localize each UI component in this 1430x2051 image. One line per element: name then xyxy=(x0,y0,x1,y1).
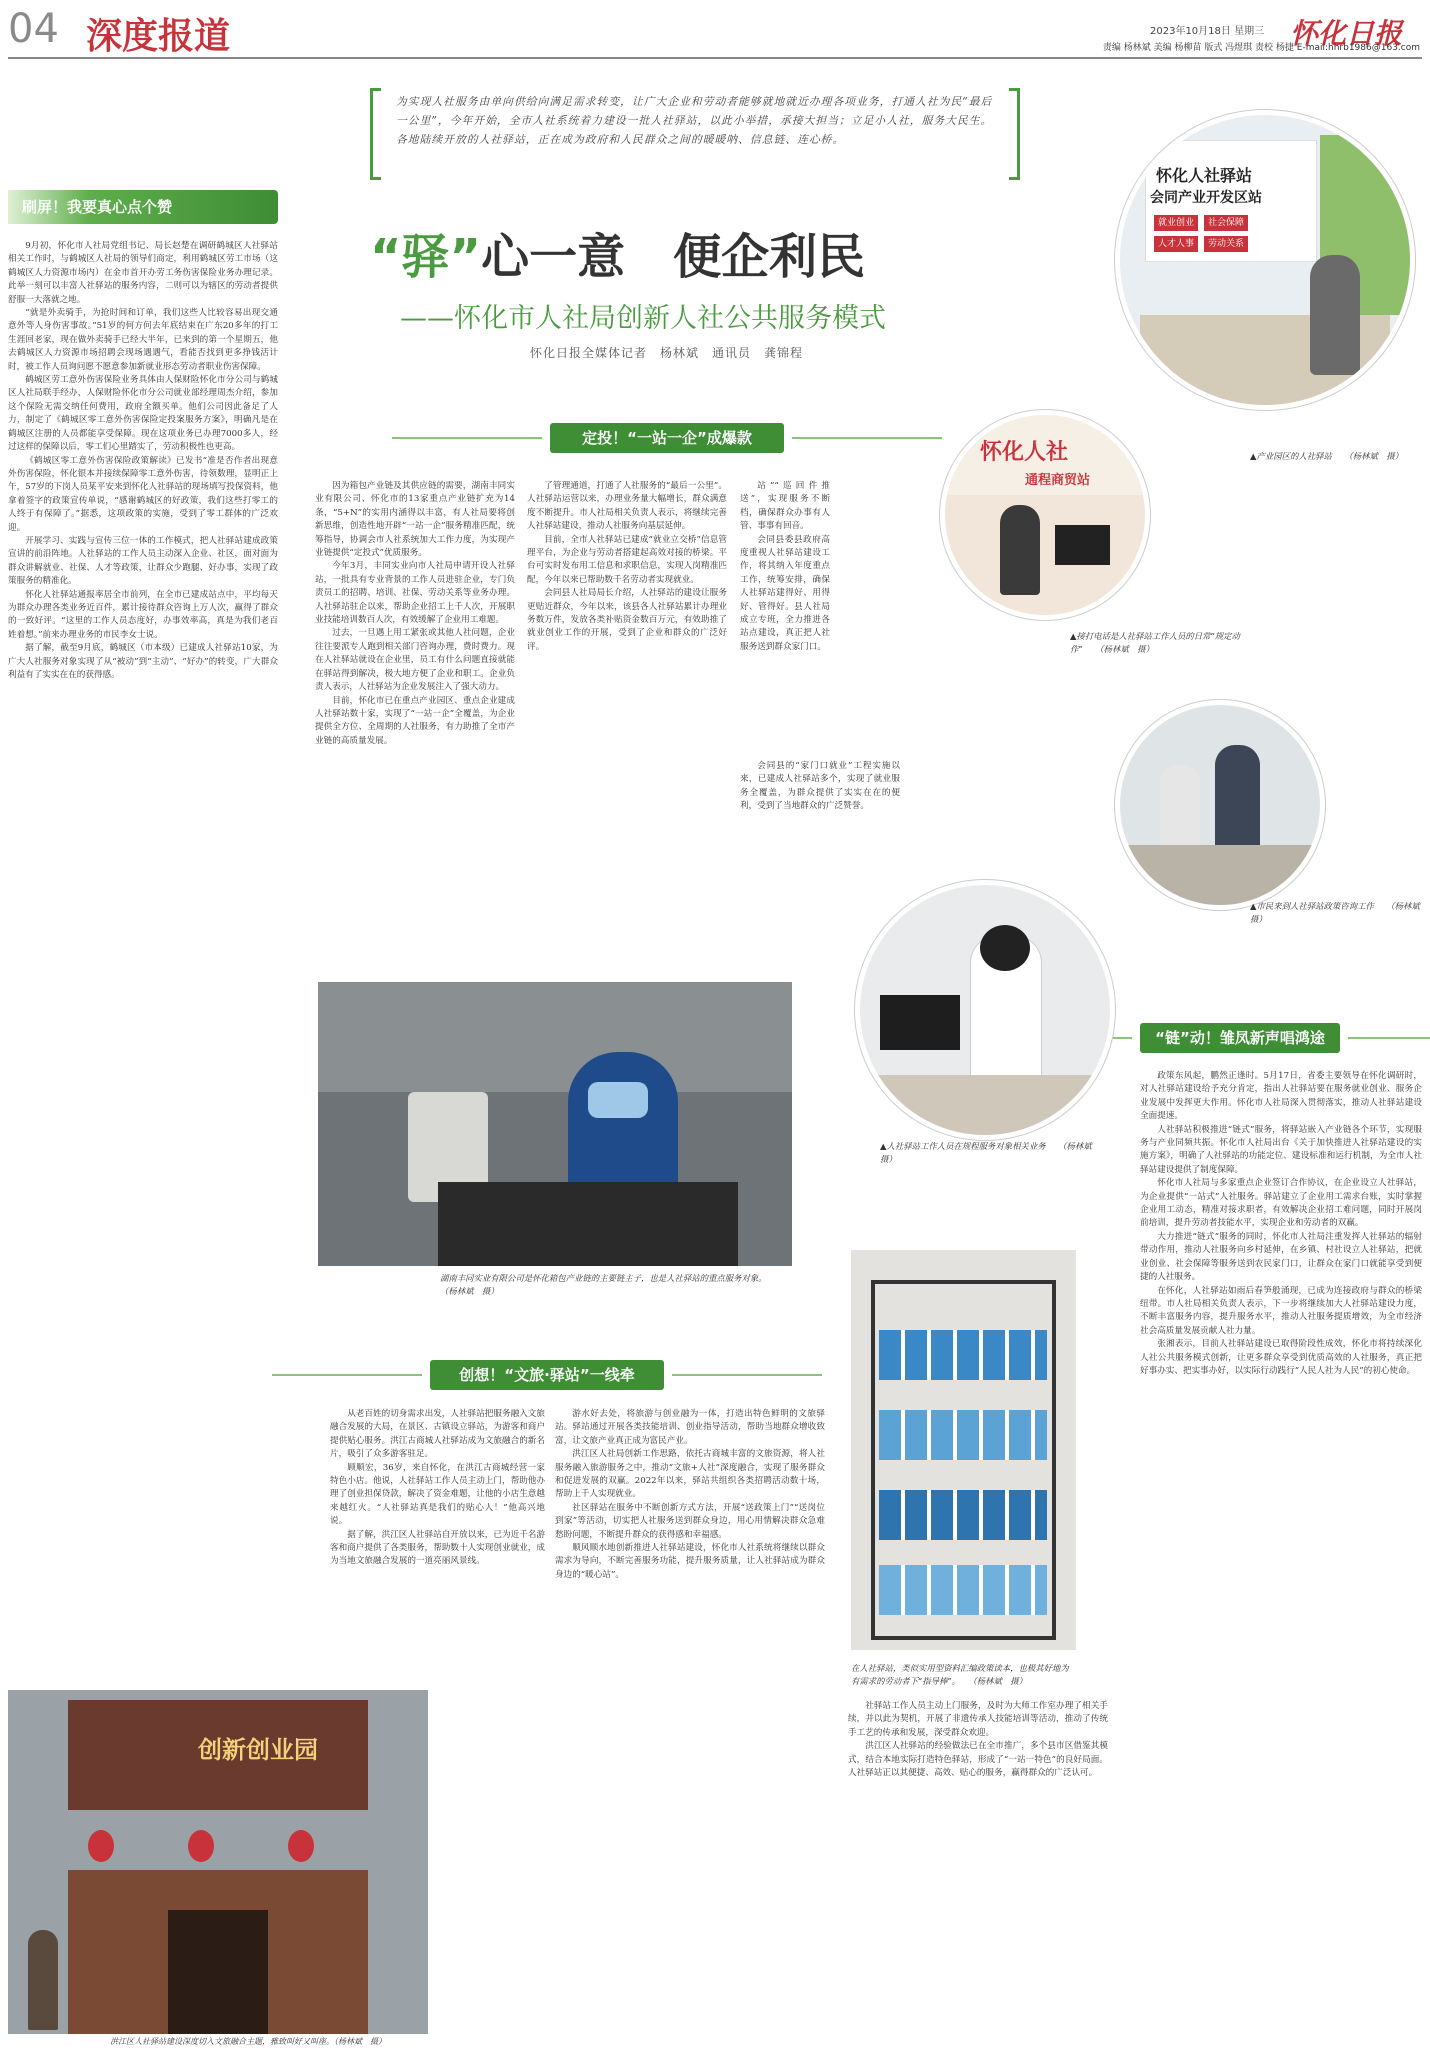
column-2 xyxy=(315,480,515,960)
tag-3: 人才人事 xyxy=(1154,236,1198,252)
lead-box xyxy=(370,88,1020,174)
paragraph: 洪江区人社局创新工作思路，依托古商城丰富的文旅资源，将人社服务融入旅游服务之中，推动“文旅+人社”深度融合，实现了服务群众和促进发展的双赢。2022年以来，驿站共组织各类招聘活动数十场，帮助上千人实现就业。 xyxy=(555,1449,825,1500)
section-header-4: “链”动！雏凤新声唱鸿途 xyxy=(1140,1023,1340,1053)
paragraph: 了管理通道，打通了人社服务的“最后一公里”。人社驿站运营以来，办理业务量大幅增长，群众满意度不断提升。市人社局相关负责人表示，将继续完善人社驿站建设，推动人社服务向基层延伸。 xyxy=(527,481,727,532)
lead-text: 为实现人社服务由单向供给向满足需求转变，让广大企业和劳动者能够就地就近办理各项业务，打通人社为民“最后一公里”，今年开始，全市人社系统着力建设一批人社驿站，以此小举措，承接大担当；立足小人社，服务大民生。各地陆续开放的人社驿站，正在成为政府和人民群众之间的暖暖呐、信息链、连心桥。 xyxy=(396,95,993,146)
column-3 xyxy=(527,480,727,960)
headline-main: 心一意 便企利民 xyxy=(481,229,866,285)
monitor xyxy=(1055,525,1110,565)
paragraph: 9月初，怀化市人社局党组书记、局长赵楚在调研鹤城区人社驿站相关工作时，与鹤城区人社局的领导们商定，利用鹤城区劳工市场（这鹤城区人力资源市场内）在金市首开办劳工务伤害保险业务办理记录。此举一刻可以丰富人社驿站的服务内容，二则可以为辖区的劳动者提供舒服一大落就之地。 xyxy=(8,241,278,305)
section-header-1: 刷屏！我要真心点个赞 xyxy=(8,190,278,224)
person-figure xyxy=(1310,255,1360,375)
worker-figure xyxy=(1000,505,1040,595)
desk xyxy=(860,1075,1110,1135)
storefront-sign: 创新创业园 xyxy=(198,1736,318,1764)
masthead xyxy=(0,0,1430,62)
column-7 xyxy=(848,1700,1108,2040)
paragraph: 怀化市人社局与多家重点企业签订合作协议，在企业设立人社驿站，为企业提供“一站式”人社服务。驿站建立了企业用工需求台账，实时掌握企业用工动态，精准对接求职者，有效解决企业招工难问题，同时开展岗前培训，提升劳动者技能水平，实现企业和劳动者的双赢。 xyxy=(1140,1178,1422,1229)
caption-photo-3: ▲市民来到人社驿站政策咨询工作 （杨林斌 摄） xyxy=(1250,901,1429,924)
issue-date: 2023年10月18日 星期三 xyxy=(1150,26,1265,37)
caption-photo-6: 在人社驿站，类似实用型资料汇编政策读本，也极其好地为有需求的劳动者下“指导棒”。 （杨林斌 摄） xyxy=(851,1663,1069,1686)
lantern-2 xyxy=(188,1830,214,1862)
lantern-1 xyxy=(88,1830,114,1862)
section-title: 深度报道 xyxy=(86,16,231,57)
counter xyxy=(1120,845,1320,905)
masthead-rule xyxy=(8,57,1422,59)
paragraph: 顾顺宏，36岁，来自怀化，在洪江古商城经营一家特色小店。他说，人社驿站工作人员主动上门，帮助他办理了创业担保贷款，解决了资金难题，让他的小店生意越来越红火。“人社驿站真是我们的贴心人！”他高兴地说。 xyxy=(330,1462,545,1527)
paragraph: 目前，全市人社驿站已建成“就业立交桥”信息管理平台，为企业与劳动者搭建起高效对接的桥梁。平台可实时发布用工信息和求职信息，实现人岗精准匹配，今年以来已帮助数千名劳动者实现就业。 xyxy=(527,534,727,585)
lead-bracket-right xyxy=(1009,88,1020,180)
person-seated xyxy=(1160,765,1200,845)
tag-2: 社会保障 xyxy=(1204,215,1248,231)
column-1 xyxy=(8,240,278,1680)
paragraph: 洪江区人社驿站的经验做法已在全市推广，多个县市区借鉴其模式，结合本地实际打造特色驿站，形成了“一站一特色”的良好局面。人社驿站正以其便捷、高效、贴心的服务，赢得群众的广泛认可。 xyxy=(848,1741,1108,1779)
wall-sign: 怀化人社 xyxy=(980,440,1069,465)
section-header-3: 创想！“文旅·驿站”一线牵 xyxy=(430,1360,664,1390)
sign-subtitle: 会同产业开发区站 xyxy=(1150,190,1262,206)
paragraph: 因为箱包产业链及其供应链的需要，湖南丰同实业有限公司、怀化市的13家重点产业链扩充为14条，“5+N”的实用内涵得以丰富，有人社局要将创新思维，创造性地开辟“一站一企”服务精准匹配，统筹指导，协调会市人社系统加大工作力度，为实现产业链提供“定投式”优质服务。 xyxy=(315,481,515,559)
photo-bookshelf xyxy=(851,1250,1076,1650)
monitor xyxy=(880,995,960,1050)
byline: 怀化日报全媒体记者 杨林斌 通讯员 龚锦程 xyxy=(530,346,804,360)
sign-board xyxy=(1145,140,1317,262)
paragraph: 顺风顺水地创新推进人社驿站建设，怀化市人社系统将继续以群众需求为导向，不断完善服务功能，提升服务质量，让人社驿站成为群众身边的“暖心站”。 xyxy=(555,1543,825,1580)
lantern-3 xyxy=(288,1830,314,1862)
worker-figure xyxy=(568,1052,678,1202)
editor-credits: 责编 杨林斌 美编 杨柳苗 版式 冯煜琪 责校 杨捷 E-mail:hhrb1986@163.com xyxy=(1102,43,1420,53)
paragraph: 今年3月，丰同实业向市人社局申请开设人社驿站，一批具有专业背景的工作人员进驻企业，专门负责员工的招聘、培训、社保、劳动关系等业务办理。人社驿站驻企以来，帮助企业招工上千人次，开展职业技能培训数百人次，有效缓解了企业用工难题。 xyxy=(315,561,515,626)
column-8 xyxy=(1140,1070,1422,2040)
shelf-3 xyxy=(879,1490,1047,1540)
caption-photo-5: 湖南丰同实业有限公司是怀化箱包产业链的主要链主子，也是人社驿站的重点服务对象。 （杨林斌 摄） xyxy=(440,1273,780,1296)
photo-street-storefront xyxy=(8,1690,428,2034)
shelf-4 xyxy=(879,1565,1047,1615)
paragraph: 怀化人社驿站通报率居全市前列，在全市已建成站点中，平均每天为群众办理各类业务近百件，累计接待群众咨询上万人次，赢得了群众的一致好评。“这里的工作人员态度好，办事效率高，真是为我们老百姓着想。”前来办理业务的市民李女士说。 xyxy=(8,589,278,640)
paragraph: 会同县人社局局长介绍，人社驿站的建设让服务更贴近群众，今年以来，该县各人社驿站累计办理业务数万件，发放各类补贴资金数百万元，有效助推了就业创业工作的开展，受到了企业和群众的广泛好评。 xyxy=(527,588,727,652)
photo-worker-desk xyxy=(855,880,1115,1140)
column-4 xyxy=(740,480,830,770)
paragraph: 站”“巡回件推送”，实现服务不断档，确保群众办事有人管、事事有回音。 xyxy=(740,481,830,532)
column-5 xyxy=(330,1408,545,1708)
paragraph: 社区驿站在服务中不断创新方式方法，开展“送政策上门”“送岗位到家”等活动，切实把人社服务送到群众身边，用心用情解决群众急难愁盼问题，不断提升群众的获得感和幸福感。 xyxy=(555,1502,825,1540)
photo-service-counter xyxy=(1115,110,1415,410)
caption-photo-4: ▲人社驿站工作人员在规程服务对象相关业务 （杨林斌 摄） xyxy=(880,1141,1100,1164)
tag-4: 劳动关系 xyxy=(1204,236,1248,252)
background-workers xyxy=(318,982,792,1092)
column-6 xyxy=(555,1408,825,2038)
fabric xyxy=(438,1182,738,1266)
statue xyxy=(28,1930,58,2030)
page-number: 04 xyxy=(8,6,59,52)
paragraph: 鹤城区劳工意外伤害保险业务具体由人保财险怀化市分公司与鹤城区人社局联手经办，人保财险怀化市分公司就业部经理周杰介绍，参加这个保险无需交纳任何费用，政府全额买单。他们公司因此备足了人力，制定了《鹤城区零工意外伤害保险定投案服务方案》，明确凡是在鹤城区注册的人员都能享受保障。现在这项业务已办理7000多人，经过这样的保障以后，零工们心里踏实了，劳动积极性也更高。 xyxy=(8,375,278,453)
photo-phone-call xyxy=(940,410,1150,620)
headline-subtitle: ——怀化市人社局创新人社公共服务模式 xyxy=(400,303,886,334)
shelf-2 xyxy=(879,1410,1047,1460)
paragraph: 人社驿站积极推进“链式”服务，将驿站嵌入产业链各个环节，实现服务与产业同频共振。怀化市人社局出台《关于加快推进人社驿站建设的实施方案》，明确了人社驿站的功能定位、建设标准和运行机制，为全市人社驿站建设提供了制度保障。 xyxy=(1140,1124,1422,1175)
photo-factory-sewing xyxy=(318,982,792,1266)
column-4b xyxy=(740,760,900,960)
photo-consulting xyxy=(1115,700,1325,910)
newspaper-logo: 怀化日报 xyxy=(1290,17,1403,50)
paragraph: “就是外卖骑手，为抢时间和订单，我们这些人比较容易出现交通意外等人身伤害事故。”51岁的何方何去年底结束在广东20多年的打工生涯回老家，现在做外卖骑手已经大半年，已来到的第一个星期五，他去鹤城区人力资源市场招聘会现场遇遇气，看能否找到更多挣钱活计时，被工作人员询问愿不愿意参加新就业形态劳动者职业伤害保障。 xyxy=(8,308,278,372)
paragraph: 会同县委县政府高度重视人社驿站建设工作，将其纳入年度重点工作，统筹安排，确保人社驿站建得好、用得好、管得好。县人社局成立专班，全力推进各站点建设，真正把人社服务送到群众家门口。 xyxy=(740,534,830,652)
caption-photo-2: ▲接打电话是人社驿站工作人员的日常“规定动作” （杨林斌 摄） xyxy=(1070,631,1240,654)
paragraph: 开展学习、实践与宣传三位一体的工作模式，把人社驿站建成政策宣讲的前沿阵地。人社驿站的工作人员主动深入企业、社区，面对面为群众讲解就业、社保、人才等政策，让群众少跑腿、好办事，实现了政策服务的精准化。 xyxy=(8,535,278,587)
paragraph: 在怀化，人社驿站如雨后春笋般涌现，已成为连接政府与群众的桥梁纽带。市人社局相关负责人表示，下一步将继续加大人社驿站建设力度，不断丰富服务内容，提升服务水平，推动人社服务提质增效，为全市经济社会高质量发展贡献人社力量。 xyxy=(1140,1285,1422,1336)
headline-quote: “驿” xyxy=(370,229,482,285)
sign-title: 怀化人社驿站 xyxy=(1156,166,1253,185)
paragraph: 会同县的“家门口就业”工程实施以来，已建成人社驿站多个，实现了就业服务全覆盖，为群众提供了实实在在的便利，受到了当地群众的广泛赞誉。 xyxy=(740,761,900,812)
worker-mask xyxy=(588,1082,648,1118)
caption-photo-1: ▲产业园区的人社驿站 （杨林斌 摄） xyxy=(1250,451,1403,461)
paragraph: 过去，一旦遇上用工紧张或其他人社问题，企业往往要派专人跑到相关部门咨询办理，费时费力。现在人社驿站就设在企业里，员工有什么问题直接就能在驿站得到解决，极大地方便了企业和职工。企业负责人表示，人社驿站为企业发展注入了强大动力。 xyxy=(315,628,515,693)
wall-sign-sub: 通程商贸站 xyxy=(1025,473,1091,488)
paragraph: 据了解，洪江区人社驿站自开放以来，已为近千名游客和商户提供了各类服务，帮助数十人实现创业就业，成为当地文旅融合发展的一道亮丽风景线。 xyxy=(330,1529,545,1567)
worker-hair xyxy=(980,925,1030,971)
paragraph: 大力推进“链式”服务的同时，怀化市人社局注重发挥人社驿站的辐射带动作用，推动人社服务向乡村延伸，在乡镇、村社设立人社驿站，把就业创业、社会保障等服务送到农民家门口，让群众在家门口就能享受到便捷的人社服务。 xyxy=(1140,1231,1422,1283)
section-header-2: 定投！“一站一企”成爆款 xyxy=(550,423,784,453)
paragraph: 游水好去处，将旅游与创业融为一体，打造出特色鲜明的文旅驿站。驿站通过开展各类技能培训、创业指导活动，帮助当地群众增收致富，让文旅产业真正成为富民产业。 xyxy=(555,1409,825,1446)
paragraph: 从老百姓的切身需求出发，人社驿站把服务融入文旅融合发展的大局，在景区、古镇设立驿站，为游客和商户提供贴心服务。洪江古商城人社驿站成为文旅融合的新名片，吸引了众多游客驻足。 xyxy=(330,1409,545,1460)
doorway xyxy=(168,1910,268,2034)
headline xyxy=(370,218,1070,287)
paragraph: 《鹤城区零工意外伤害保险政策解读》已发书“准是否作者出现意外伤害保险，怀化银本并接续保障零工意外伤害，待领数理，显明正上午，57岁的下岗人员某平安来到怀化人社驿站的现场填写投保资料，他拿着签字的政策宣传单说，“感谢鹤城区的好政策，我们这些打零工的人终于有保障了。”据悉，这项政策的实施，受到了零工群体的广泛欢迎。 xyxy=(8,455,278,533)
paragraph: 政策东风起，鹏然正逢时。5月17日，省委主要领导在怀化调研时，对人社驿站建设给予充分肯定，指出人社驿站要在服务就业创业、服务企业发展中发挥更大作用。怀化市人社局深入贯彻落实，推动人社驿站建设全面提速。 xyxy=(1140,1071,1422,1122)
paragraph: 目前，怀化市已在重点产业园区、重点企业建成人社驿站数十家，实现了“一站一企”全覆盖，为企业提供全方位、全周期的人社服务，有力助推了全市产业链的高质量发展。 xyxy=(315,695,515,746)
paragraph: 社驿站工作人员主动上门服务，及时为大师工作室办理了相关手续，并以此为契机，开展了非遗传承人技能培训等活动，推动了传统手工艺的传承和发展，深受群众欢迎。 xyxy=(848,1701,1108,1738)
paragraph: 张湘表示，目前人社驿站建设已取得阶段性成效，怀化市将持续深化人社公共服务模式创新，让更多群众享受到优质高效的人社服务，真正把好事办实、把实事办好，以实际行动践行“人民人社为人民”的初心使命。 xyxy=(1140,1339,1422,1376)
shelf-1 xyxy=(879,1330,1047,1380)
tag-1: 就业创业 xyxy=(1154,215,1198,231)
caption-photo-7: 洪江区人社驿站建设深度切入文旅融合主题，雅致叫好又叫座。（杨林斌 摄） xyxy=(110,2037,386,2046)
lead-bracket-left xyxy=(370,88,381,180)
paragraph: 据了解，截至9月底，鹤城区（市本级）已建成人社驿站10家，为广大人社服务对象实现了从“被动”到“主动”、“好办”的转变，广大群众利益有了实实在在的获得感。 xyxy=(8,643,278,680)
